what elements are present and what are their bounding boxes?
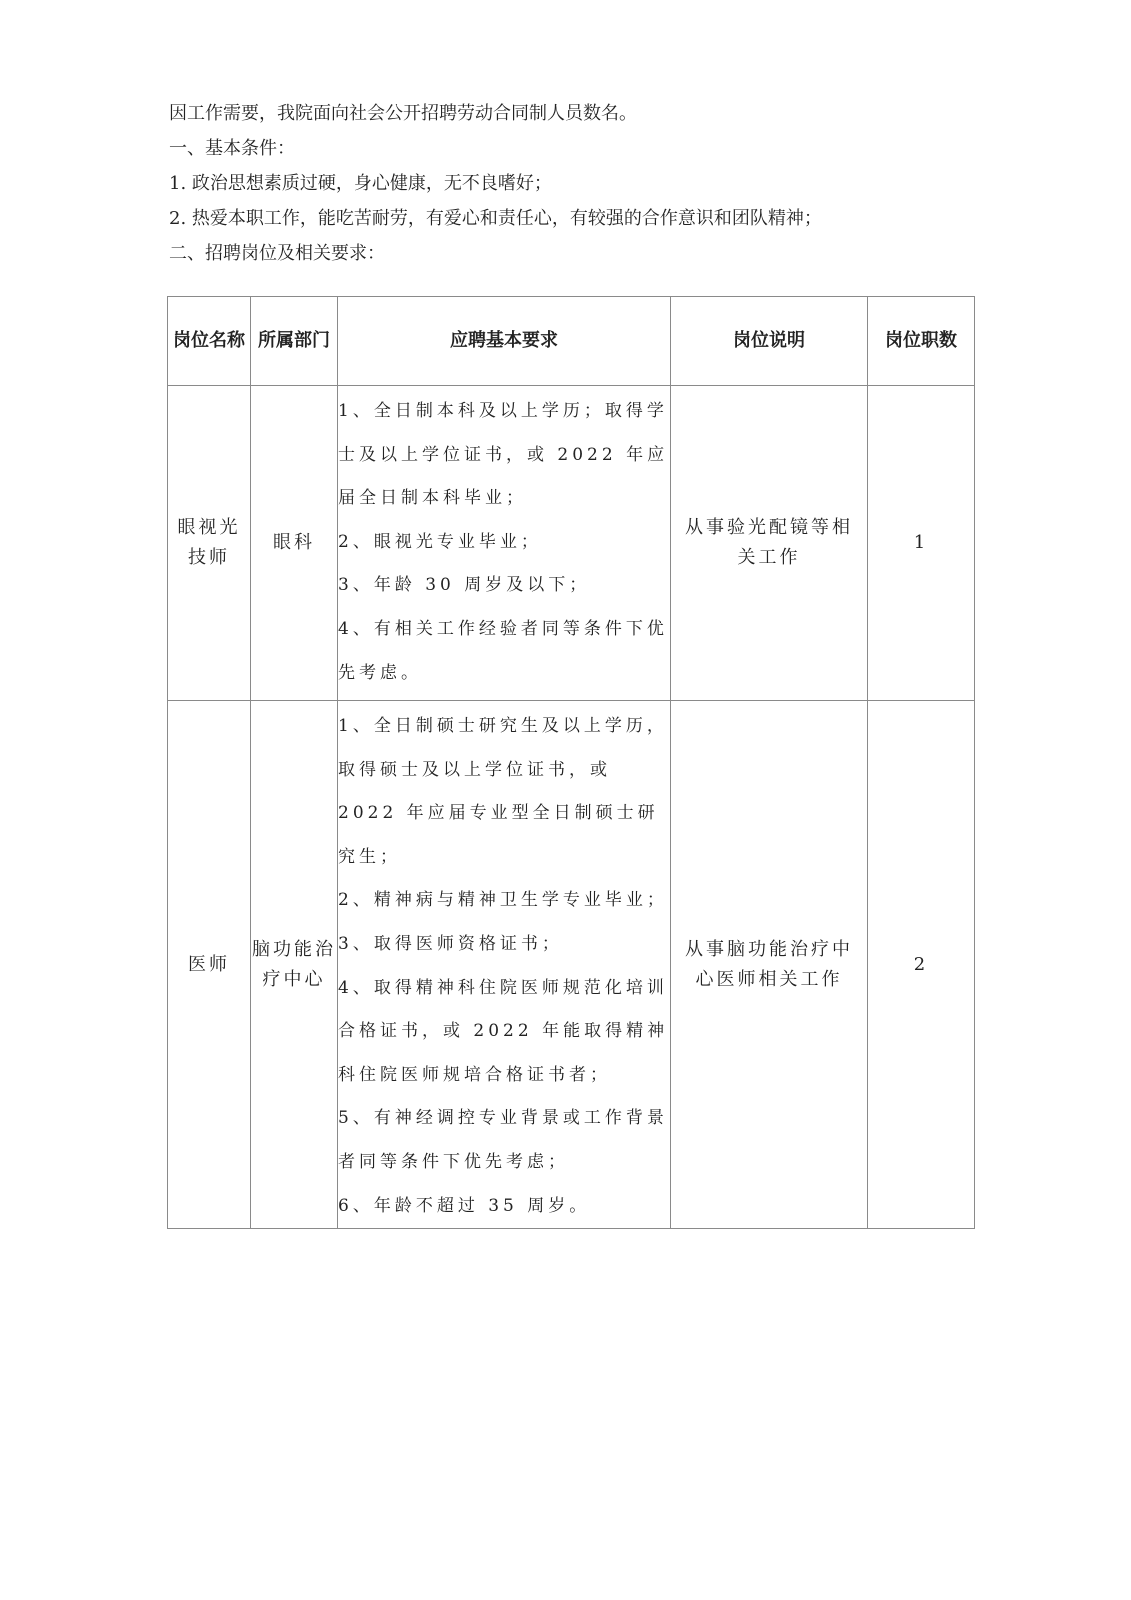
requirements-cell	[338, 386, 671, 701]
requirement-item: 4、有相关工作经验者同等条件下优先考虑。	[338, 618, 668, 683]
department: 眼科	[251, 386, 338, 701]
requirement-item: 3、年龄 30 周岁及以下；	[338, 575, 591, 596]
section-heading-basic-conditions: 一、基本条件：	[169, 138, 295, 159]
positions-table	[167, 296, 975, 1229]
department: 脑功能治疗中心	[251, 701, 338, 1229]
header-position: 岗位名称	[168, 297, 251, 386]
requirement-item: 2、眼视光专业毕业；	[338, 531, 542, 552]
table-row	[168, 386, 975, 701]
requirement-item: 4、取得精神科住院医师规范化培训合格证书，或 2022 年能取得精神科住院医师规培合格证书者；	[338, 977, 669, 1085]
condition-item-1: 1. 政治思想素质过硬，身心健康，无不良嗜好；	[169, 173, 552, 194]
intro-paragraph: 因工作需要，我院面向社会公开招聘劳动合同制人员数名。	[169, 103, 637, 124]
position-name: 医师	[168, 701, 251, 1229]
table-row	[168, 701, 975, 1229]
header-count: 岗位职数	[868, 297, 975, 386]
position-description: 从事验光配镜等相关工作	[671, 386, 868, 701]
condition-item-2: 2. 热爱本职工作，能吃苦耐劳，有爱心和责任心，有较强的合作意识和团队精神；	[169, 208, 822, 229]
position-description: 从事脑功能治疗中心医师相关工作	[671, 701, 868, 1229]
requirement-item: 2、精神病与精神卫生学专业毕业；	[338, 890, 668, 911]
requirement-item: 1、全日制硕士研究生及以上学历，取得硕士及以上学位证书，或 2022 年应届专业型全日制硕士研究生；	[338, 716, 668, 867]
position-count: 1	[868, 386, 975, 701]
section-heading-positions: 二、招聘岗位及相关要求：	[169, 243, 385, 264]
header-description: 岗位说明	[671, 297, 868, 386]
header-requirements: 应聘基本要求	[338, 297, 671, 386]
position-name: 眼视光技师	[168, 386, 251, 701]
table-header-row	[168, 297, 975, 386]
requirement-item: 6、年龄不超过 35 周岁。	[338, 1195, 591, 1216]
position-count: 2	[868, 701, 975, 1229]
requirement-item: 3、取得医师资格证书；	[338, 933, 563, 954]
requirement-item: 1、全日制本科及以上学历；取得学士及以上学位证书，或 2022 年应届全日制本科毕业；	[338, 401, 669, 509]
header-department: 所属部门	[251, 297, 338, 386]
requirement-item: 5、有神经调控专业背景或工作背景者同等条件下优先考虑；	[338, 1108, 668, 1172]
requirements-cell	[338, 701, 671, 1229]
